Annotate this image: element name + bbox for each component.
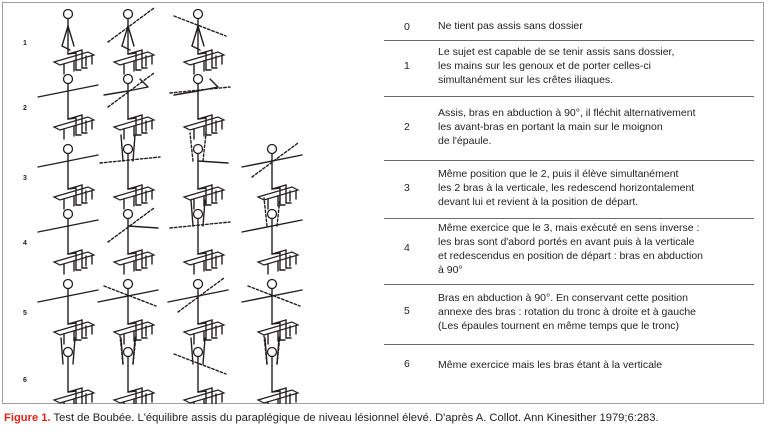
stick-figure xyxy=(258,336,298,404)
description-line: de l'épaule. xyxy=(438,135,492,147)
description-line: les bras sont d'abord portés en avant puis à la verticale xyxy=(438,236,695,248)
table-row xyxy=(384,14,754,41)
description-line: simultanément sur les crêtes iliaques. xyxy=(438,74,614,86)
stick-figure xyxy=(38,280,98,345)
stick-figure xyxy=(242,143,302,209)
score-number: 4 xyxy=(404,242,410,254)
score-description xyxy=(438,221,754,277)
table-row xyxy=(384,96,754,161)
description-line: (Les épaules tournent en même temps que le tronc) xyxy=(438,320,680,332)
description-line: les avant-bras en portant la main sur le moignon xyxy=(438,121,663,133)
illustration-row-number: 3 xyxy=(23,175,27,182)
score-number: 0 xyxy=(404,21,410,33)
illustration-row-number: 1 xyxy=(23,40,27,47)
score-description xyxy=(438,167,754,209)
caption-label: Figure 1. xyxy=(4,412,51,424)
caption-text: Test de Boubée. L'équilibre assis du paraplégique de niveau lésionnel élevé. D'après A. Collot. Ann Kinesither 1979;6:283. xyxy=(50,412,659,424)
stick-figure xyxy=(100,135,160,209)
stick-figure xyxy=(38,145,98,210)
description-line: annexe des bras : rotation du tronc à droite et à gauche xyxy=(438,306,697,318)
table-row xyxy=(384,218,754,285)
description-line: Même exercice que le 3, mais exécuté en sens inverse : xyxy=(438,222,700,234)
stick-figure xyxy=(54,10,94,75)
stick-figure-illustrations xyxy=(0,0,380,404)
description-line: et redescendus en position de départ : bras en abduction xyxy=(438,250,704,262)
stick-figure xyxy=(168,278,228,344)
table-row xyxy=(384,160,754,219)
score-number: 3 xyxy=(404,182,410,194)
score-description xyxy=(438,106,754,148)
score-number: 1 xyxy=(404,60,410,72)
stick-figure xyxy=(38,210,98,275)
illustration-row-number: 4 xyxy=(23,240,27,247)
stick-figure xyxy=(38,75,98,140)
description-line: Ne tient pas assis sans dossier xyxy=(438,20,583,32)
illustration-row-number: 2 xyxy=(23,105,27,112)
figure-caption xyxy=(4,412,659,424)
description-line: Même exercice mais les bras étant à la verticale xyxy=(438,359,663,371)
score-number: 6 xyxy=(404,358,410,370)
table-row xyxy=(384,284,754,345)
stick-figure xyxy=(184,133,228,209)
description-line: les 2 bras à la verticale, les redescend horizontalement xyxy=(438,182,695,194)
illustration-row-number: 5 xyxy=(23,310,27,317)
stick-figure xyxy=(242,280,302,345)
score-number: 5 xyxy=(404,305,410,317)
table-row xyxy=(384,344,754,386)
description-line: Assis, bras en abduction à 90°, il fléchit alternativement xyxy=(438,107,696,119)
description-line: Bras en abduction à 90°. En conservant cette position xyxy=(438,292,688,304)
stick-figure xyxy=(98,280,158,345)
stick-figure xyxy=(174,338,226,404)
description-line: devant lui et revient à la position de départ. xyxy=(438,196,639,208)
illustration-row-number: 6 xyxy=(23,377,27,384)
description-line: les mains sur les genoux et de porter celles-ci xyxy=(438,60,652,72)
stick-figure xyxy=(242,198,302,274)
stick-figure xyxy=(114,336,154,404)
description-line: à 90° xyxy=(438,264,463,276)
table-row xyxy=(384,40,754,97)
score-description xyxy=(438,358,754,372)
description-line: Le sujet est capable de se tenir assis sans dossier, xyxy=(438,46,675,58)
stick-figure xyxy=(108,208,158,274)
stick-figure xyxy=(170,200,230,274)
description-line: Même position que le 2, puis il élève simultanément xyxy=(438,168,679,180)
stick-figure xyxy=(54,338,94,404)
score-description xyxy=(438,45,754,87)
stick-figure xyxy=(174,10,226,75)
score-number: 2 xyxy=(404,121,410,133)
score-description xyxy=(438,291,754,333)
stick-figure xyxy=(170,75,230,140)
stick-figure xyxy=(108,8,154,74)
stick-figure xyxy=(104,73,154,139)
score-description xyxy=(438,19,754,33)
